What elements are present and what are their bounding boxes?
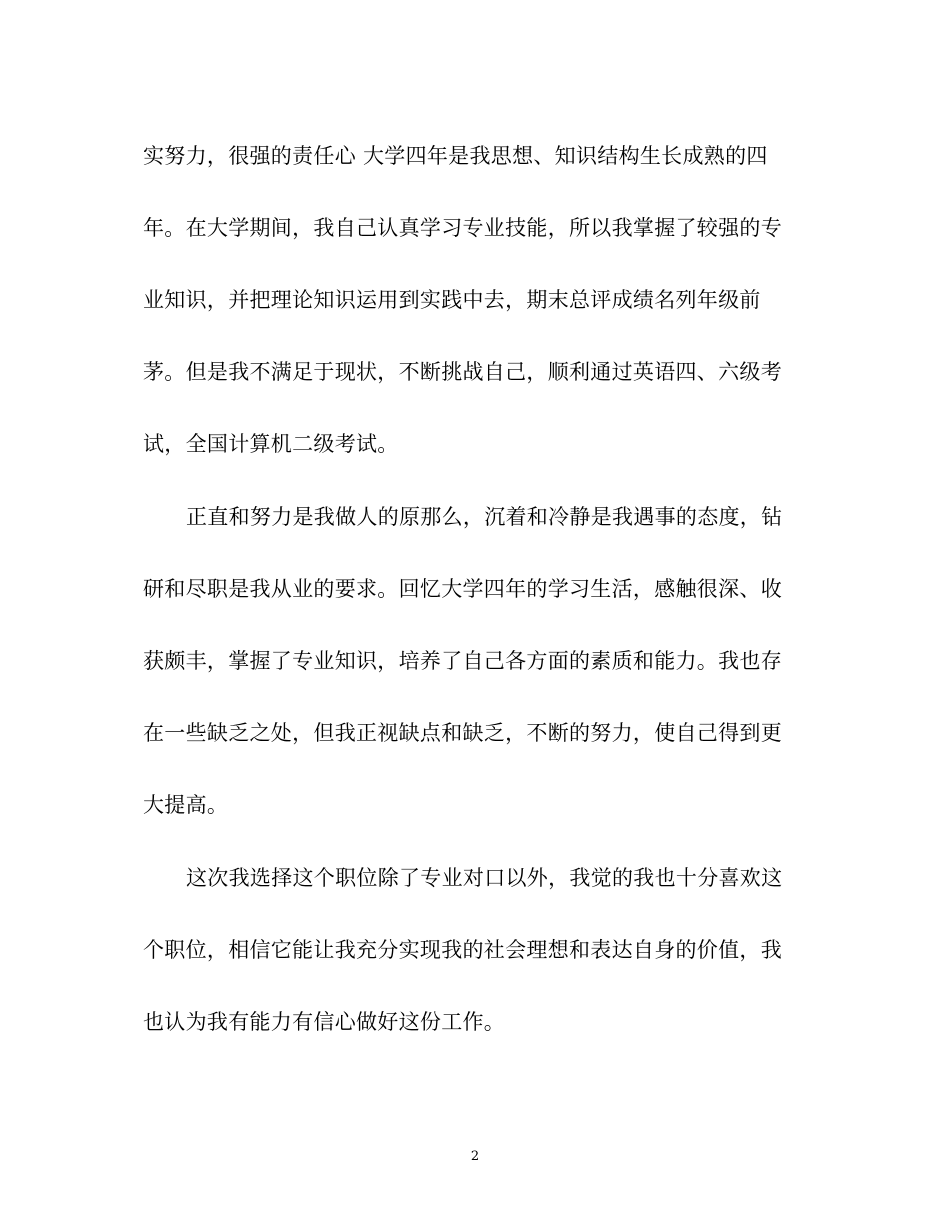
paragraph-1-line-2: 年。在大学期间，我自己认真学习专业技能，所以我掌握了较强的专 (143, 216, 782, 240)
page-number: 2 (470, 1149, 480, 1164)
paragraph-1-line-1: 实努力，很强的责任心 大学四年是我思想、知识结构生长成熟的四 (143, 144, 768, 168)
paragraph-2-line-2: 研和尽职是我从业的要求。回忆大学四年的学习生活，感触很深、收 (143, 577, 782, 601)
paragraph-1-line-3: 业知识，并把理论知识运用到实践中去，期末总评成绩名列年级前 (143, 288, 761, 312)
paragraph-2-line-5: 大提高。 (143, 793, 229, 817)
paragraph-2-line-1: 正直和努力是我做人的原那么，沉着和冷静是我遇事的态度，钻 (186, 505, 783, 529)
paragraph-1-line-4: 茅。但是我不满足于现状，不断挑战自己，顺利通过英语四、六级考 (143, 360, 782, 384)
paragraph-3-line-1: 这次我选择这个职位除了专业对口以外，我觉的我也十分喜欢这 (186, 866, 783, 890)
paragraph-3-line-2: 个职位，相信它能让我充分实现我的社会理想和表达自身的价值，我 (143, 938, 782, 962)
paragraph-2-line-3: 获颇丰，掌握了专业知识，培养了自己各方面的素质和能力。我也存 (143, 649, 782, 673)
paragraph-1-line-5: 试，全国计算机二级考试。 (143, 432, 399, 456)
paragraph-3-line-3: 也认为我有能力有信心做好这份工作。 (143, 1010, 506, 1034)
paragraph-2-line-4: 在一些缺乏之处，但我正视缺点和缺乏，不断的努力，使自己得到更 (143, 721, 782, 745)
